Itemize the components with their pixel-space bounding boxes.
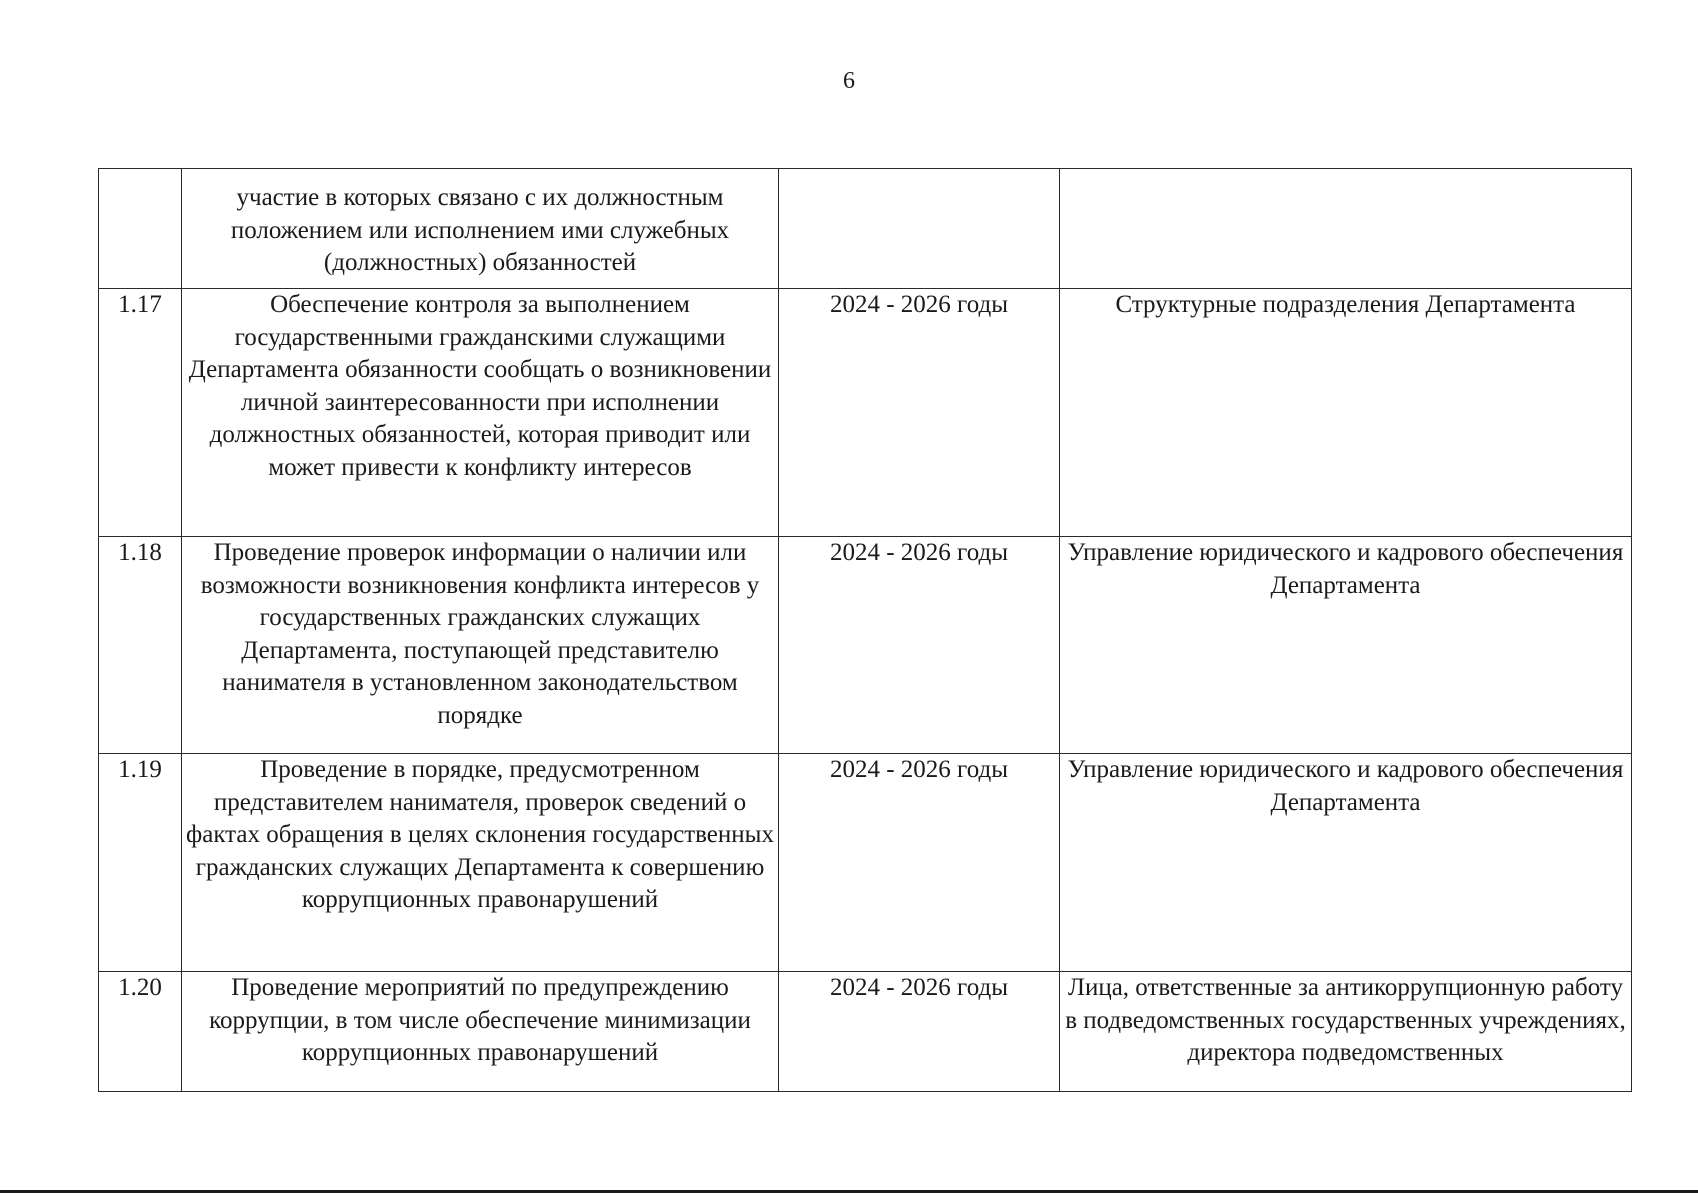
term-cell: 2024 - 2026 годы <box>779 537 1060 754</box>
measure-text: участие в которых связано с их должностным положением или исполнением ими служебных (должностных) обязанностей <box>182 169 779 289</box>
responsible-cell: Лица, ответственные за антикоррупционную работу в подведомственных государственных учреждениях, директора подведомственных <box>1060 972 1632 1092</box>
responsible-cell <box>1060 169 1632 289</box>
row-number: 1.17 <box>99 289 182 537</box>
row-number <box>99 169 182 289</box>
page-bottom-rule <box>0 1190 1698 1193</box>
measure-text: Обеспечение контроля за выполнением государственными гражданскими служащими Департамента обязанности сообщать о возникновении личной заинтересованности при исполнении должностных обязанностей, которая приводит или может привести к конфликту интересов <box>182 289 779 537</box>
table-row <box>99 169 1632 289</box>
row-number: 1.18 <box>99 537 182 754</box>
measures-table <box>98 168 1632 1092</box>
measure-text: Проведение мероприятий по предупреждению коррупции, в том числе обеспечение минимизации коррупционных правонарушений <box>182 972 779 1092</box>
term-cell: 2024 - 2026 годы <box>779 289 1060 537</box>
responsible-cell: Управление юридического и кадрового обеспечения Департамента <box>1060 537 1632 754</box>
row-number: 1.20 <box>99 972 182 1092</box>
term-cell <box>779 169 1060 289</box>
responsible-cell: Управление юридического и кадрового обеспечения Департамента <box>1060 754 1632 972</box>
page-number: 6 <box>843 68 855 94</box>
table-row <box>99 972 1632 1092</box>
row-number: 1.19 <box>99 754 182 972</box>
table-row <box>99 754 1632 972</box>
table-row <box>99 289 1632 537</box>
term-cell: 2024 - 2026 годы <box>779 754 1060 972</box>
table-row <box>99 537 1632 754</box>
responsible-cell: Структурные подразделения Департамента <box>1060 289 1632 537</box>
measure-text: Проведение проверок информации о наличии или возможности возникновения конфликта интересов у государственных гражданских служащих Департамента, поступающей представителю нанимателя в установленном законодательством порядке <box>182 537 779 754</box>
term-cell: 2024 - 2026 годы <box>779 972 1060 1092</box>
measure-text: Проведение в порядке, предусмотренном представителем нанимателя, проверок сведений о фактах обращения в целях склонения государственных гражданских служащих Департамента к совершению коррупционных правонарушений <box>182 754 779 972</box>
